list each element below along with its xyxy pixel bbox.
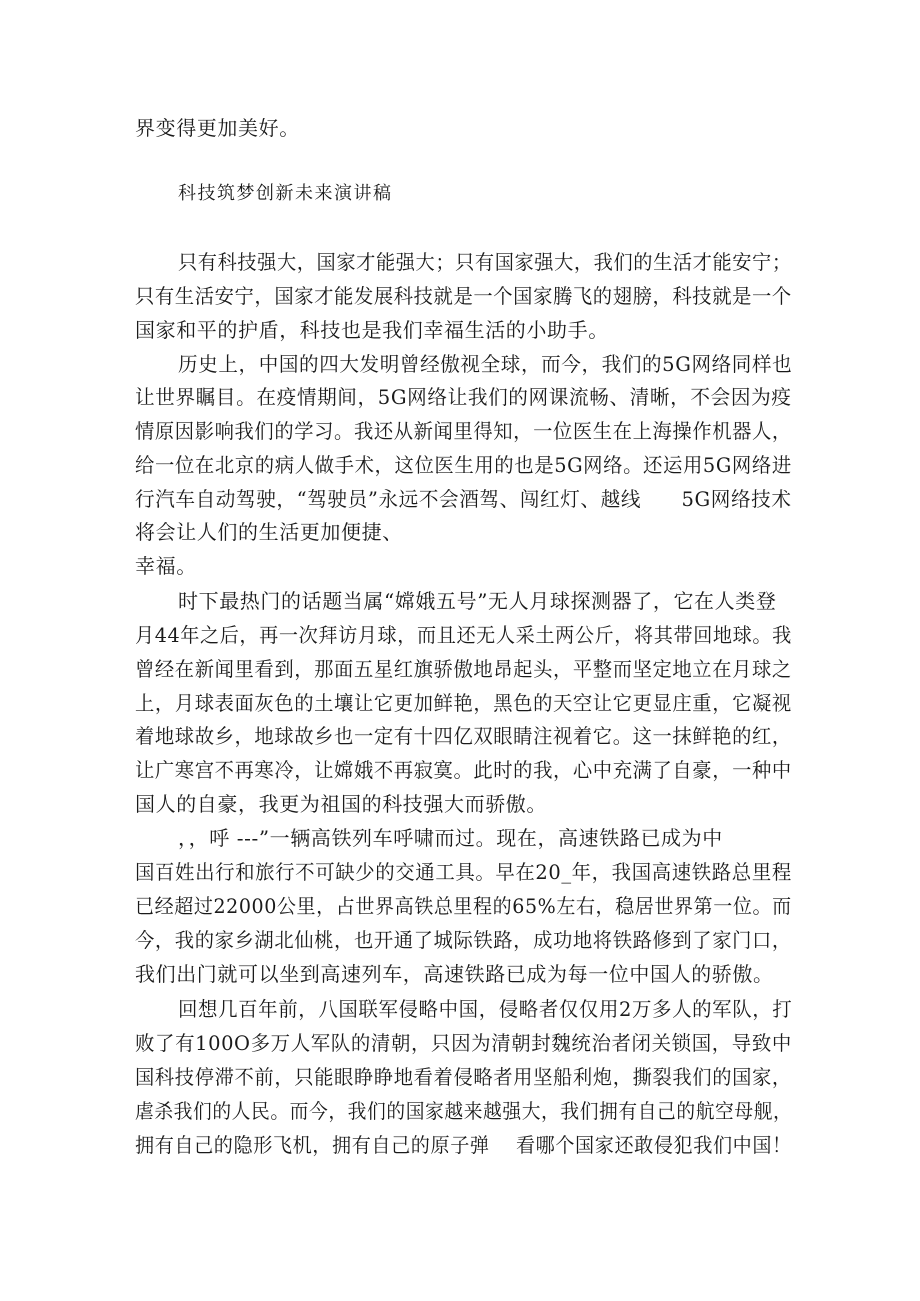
- text-line: 只有科技强大，国家才能强大；只有国家强大，我们的生活才能安宁；: [178, 250, 792, 274]
- speech-title: 科技筑梦创新未来演讲稿: [178, 183, 393, 204]
- text-line: 时下最热门的话题当属“嫦娥五号”无人月球探测器了，它在人类登: [178, 589, 777, 613]
- text-line: 今，我的家乡湖北仙桃，也开通了城际铁路，成功地将铁路修到了家门口，: [135, 928, 792, 952]
- text-line: 给一位在北京的病人做手术，这位医生用的也是5G网络。还运用5G网络进: [135, 453, 792, 477]
- text-line: ，，呼 ---”一辆高铁列车呼啸而过。现在，高速铁路已成为中: [178, 826, 723, 850]
- text-line: 国家和平的护盾，科技也是我们幸福生活的小助手。: [135, 318, 609, 342]
- text-line: 月44年之后，再一次拜访月球，而且还无人采土两公斤，将其带回地球。我: [135, 623, 792, 647]
- text-line: 行汽车自动驾驶，“驾驶员”永远不会酒驾、闯红灯、越线 5G网络技术: [135, 487, 792, 511]
- lead-line: 界变得更加美好。: [135, 116, 300, 140]
- text-line: 让广寒宫不再寒冷，让嫦娥不再寂寞。此时的我，心中充满了自豪，一种中: [135, 758, 792, 782]
- text-line: 国百姓出行和旅行不可缺少的交通工具。早在20_年，我国高速铁路总里程: [135, 860, 792, 884]
- text-line: 曾经在新闻里看到，那面五星红旗骄傲地昂起头，平整而坚定地立在月球之: [135, 657, 792, 681]
- text-line: 我们出门就可以坐到高速列车，高速铁路已成为每一位中国人的骄傲。: [135, 962, 774, 986]
- text-line: 情原因影响我们的学习。我还从新闻里得知，一位医生在上海操作机器人，: [135, 419, 792, 443]
- text-line: 拥有自己的隐形飞机，拥有自己的原子弹 看哪个国家还敢侵犯我们中国！: [135, 1133, 792, 1157]
- text-line: 虐杀我们的人民。而今，我们的国家越来越强大，我们拥有自己的航空母舰，: [135, 1099, 793, 1123]
- text-line: 已经超过22000公里，占世界高铁总里程的65%左右，稳居世界第一位。而: [135, 894, 792, 918]
- text-line: 只有生活安宁，国家才能发展科技就是一个国家腾飞的翅膀，科技就是一个: [135, 284, 792, 308]
- text-line: 国人的自豪，我更为祖国的科技强大而骄傲。: [135, 792, 547, 816]
- text-line: 幸福。: [135, 554, 197, 578]
- text-line: 国科技停滞不前，只能眼睁睁地看着侵略者用坚船利炮，撕裂我们的国家，: [135, 1065, 792, 1089]
- text-line: 着地球故乡，地球故乡也一定有十四亿双眼睛注视着它。这一抹鲜艳的红，: [135, 724, 792, 748]
- text-line: 败了有100O多万人军队的清朝，只因为清朝封魏统治者闭关锁国，导致中: [135, 1031, 792, 1055]
- text-line: 回想几百年前，八国联军侵略中国，侵略者仅仅用2万多人的军队，打: [178, 997, 793, 1021]
- text-line: 历史上，中国的四大发明曾经傲视全球，而今，我们的5G网络同样也: [178, 352, 793, 376]
- text-line: 让世界瞩目。在疫情期间，5G网络让我们的网课流畅、清晰，不会因为疫: [135, 385, 792, 409]
- text-line: 上，月球表面灰色的土壤让它更加鲜艳，黑色的天空让它更显庄重，它凝视: [135, 691, 792, 715]
- text-line: 将会让人们的生活更加便捷、: [135, 520, 403, 544]
